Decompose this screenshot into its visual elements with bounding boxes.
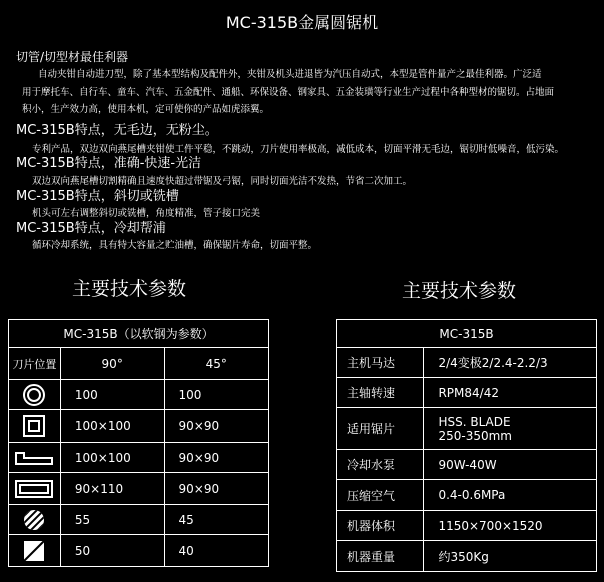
spec-label-blade: 适用锯片 bbox=[337, 408, 424, 450]
angle-90: 90° bbox=[60, 348, 164, 380]
cutting-capacity-table bbox=[8, 319, 269, 567]
table-row bbox=[337, 480, 597, 511]
solid-round-90-value: 55 bbox=[60, 505, 164, 535]
table-row bbox=[9, 410, 269, 443]
spec-value-compressed-air: 0.4-0.6MPa bbox=[424, 480, 597, 511]
solid-round-45-value: 45 bbox=[164, 505, 268, 535]
square-bar-45-value: 90×90 bbox=[164, 410, 268, 443]
right-section-title: 主要技术参数 bbox=[402, 280, 517, 302]
table-row bbox=[337, 541, 597, 572]
spec-label-spindle: 主轴转速 bbox=[337, 378, 424, 408]
cutting-capacity-header: MC-315B（以软钢为参数） bbox=[9, 320, 269, 348]
square-bar-90-value: 100×100 bbox=[60, 410, 164, 443]
spec-label-coolant-pump: 冷却水泵 bbox=[337, 450, 424, 480]
feature-note-3: 机头可左右调整斜切或铣槽，角度精准，管子接口完美 bbox=[32, 208, 261, 219]
page-title: MC-315B金属圆锯机 bbox=[225, 13, 379, 32]
round-bar-90-value: 100 bbox=[60, 380, 164, 410]
rectangular-tube-90-value: 90×110 bbox=[60, 473, 164, 505]
flat-bar-icon bbox=[9, 443, 61, 473]
rectangular-tube-icon bbox=[9, 473, 61, 505]
spec-value-blade bbox=[424, 408, 597, 450]
solid-square-45-value: 40 bbox=[164, 535, 268, 567]
feature-note-2: 双边双向燕尾槽切割精确且速度快超过带锯及弓锯，同时切面光洁不发热，节省二次加工。 bbox=[32, 176, 413, 187]
table-row bbox=[9, 535, 269, 567]
round-bar-icon bbox=[9, 380, 61, 410]
feature-heading-1: MC-315B特点，无毛边，无粉尘。 bbox=[16, 123, 218, 138]
table-row bbox=[337, 348, 597, 378]
flat-bar-90-value: 100×100 bbox=[60, 443, 164, 473]
solid-square-hatched-icon bbox=[9, 535, 61, 567]
table-row bbox=[337, 378, 597, 408]
intro-line-2: 用于摩托车、自行车、童车、汽车、五金配件、通船、环保设备、钢家具、五金装璜等行业生产过程中各种型材的锯切。占地面 bbox=[22, 87, 555, 98]
table-row bbox=[9, 443, 269, 473]
spec-value-spindle: RPM84/42 bbox=[424, 378, 597, 408]
square-bar-icon bbox=[9, 410, 61, 443]
table-row bbox=[337, 511, 597, 541]
table-row bbox=[337, 450, 597, 480]
feature-note-1: 专利产品，双边双向燕尾槽夹钳使工件平稳，不跳动，刀片使用率极高，减低成本，切面平滑无毛边，锯切时低噪音，低污染。 bbox=[32, 144, 565, 155]
machine-spec-table bbox=[336, 319, 597, 572]
spec-label-weight: 机器重量 bbox=[337, 541, 424, 572]
blade-position-label: 刀片位置 bbox=[9, 348, 61, 380]
table-row bbox=[337, 408, 597, 450]
table-row bbox=[9, 505, 269, 535]
spec-value-blade-type: HSS. BLADE bbox=[438, 414, 511, 429]
angle-45: 45° bbox=[164, 348, 268, 380]
spec-value-blade-size: 250-350mm bbox=[438, 428, 512, 443]
feature-heading-2: MC-315B特点，准确-快速-光洁 bbox=[16, 156, 202, 171]
solid-square-90-value: 50 bbox=[60, 535, 164, 567]
spec-label-motor: 主机马达 bbox=[337, 348, 424, 378]
spec-value-weight: 约350Kg bbox=[424, 541, 597, 572]
intro-line-3: 积小，生产效力高，使用本机，定可使你的产品如虎添翼。 bbox=[22, 104, 270, 115]
spec-value-dimensions: 1150×700×1520 bbox=[424, 511, 597, 541]
spec-value-motor: 2/4变极2/2.4-2.2/3 bbox=[424, 348, 597, 378]
machine-spec-header: MC-315B bbox=[337, 320, 597, 348]
left-section-title: 主要技术参数 bbox=[72, 278, 187, 300]
spec-label-compressed-air: 压缩空气 bbox=[337, 480, 424, 511]
round-bar-45-value: 100 bbox=[164, 380, 268, 410]
feature-heading-4: MC-315B特点，冷却帮浦 bbox=[16, 221, 166, 236]
spec-label-dimensions: 机器体积 bbox=[337, 511, 424, 541]
feature-heading-3: MC-315B特点，斜切或铣槽 bbox=[16, 189, 179, 204]
solid-round-hatched-icon bbox=[9, 505, 61, 535]
intro-line-1: 自动夹钳自动进刀型，除了基本型结构及配件外，夹钳及机头进退皆为汽压自动式，本型是管件量产之最佳利器。广泛适 bbox=[38, 69, 542, 80]
flat-bar-45-value: 90×90 bbox=[164, 443, 268, 473]
rectangular-tube-45-value: 90×90 bbox=[164, 473, 268, 505]
feature-note-4: 循环冷却系统，具有特大容量之贮油槽，确保锯片寿命，切面平整。 bbox=[32, 240, 318, 251]
table-row bbox=[9, 473, 269, 505]
spec-value-coolant-pump: 90W-40W bbox=[424, 450, 597, 480]
page-subtitle: 切管/切型材最佳利器 bbox=[16, 50, 129, 64]
table-row bbox=[9, 380, 269, 410]
